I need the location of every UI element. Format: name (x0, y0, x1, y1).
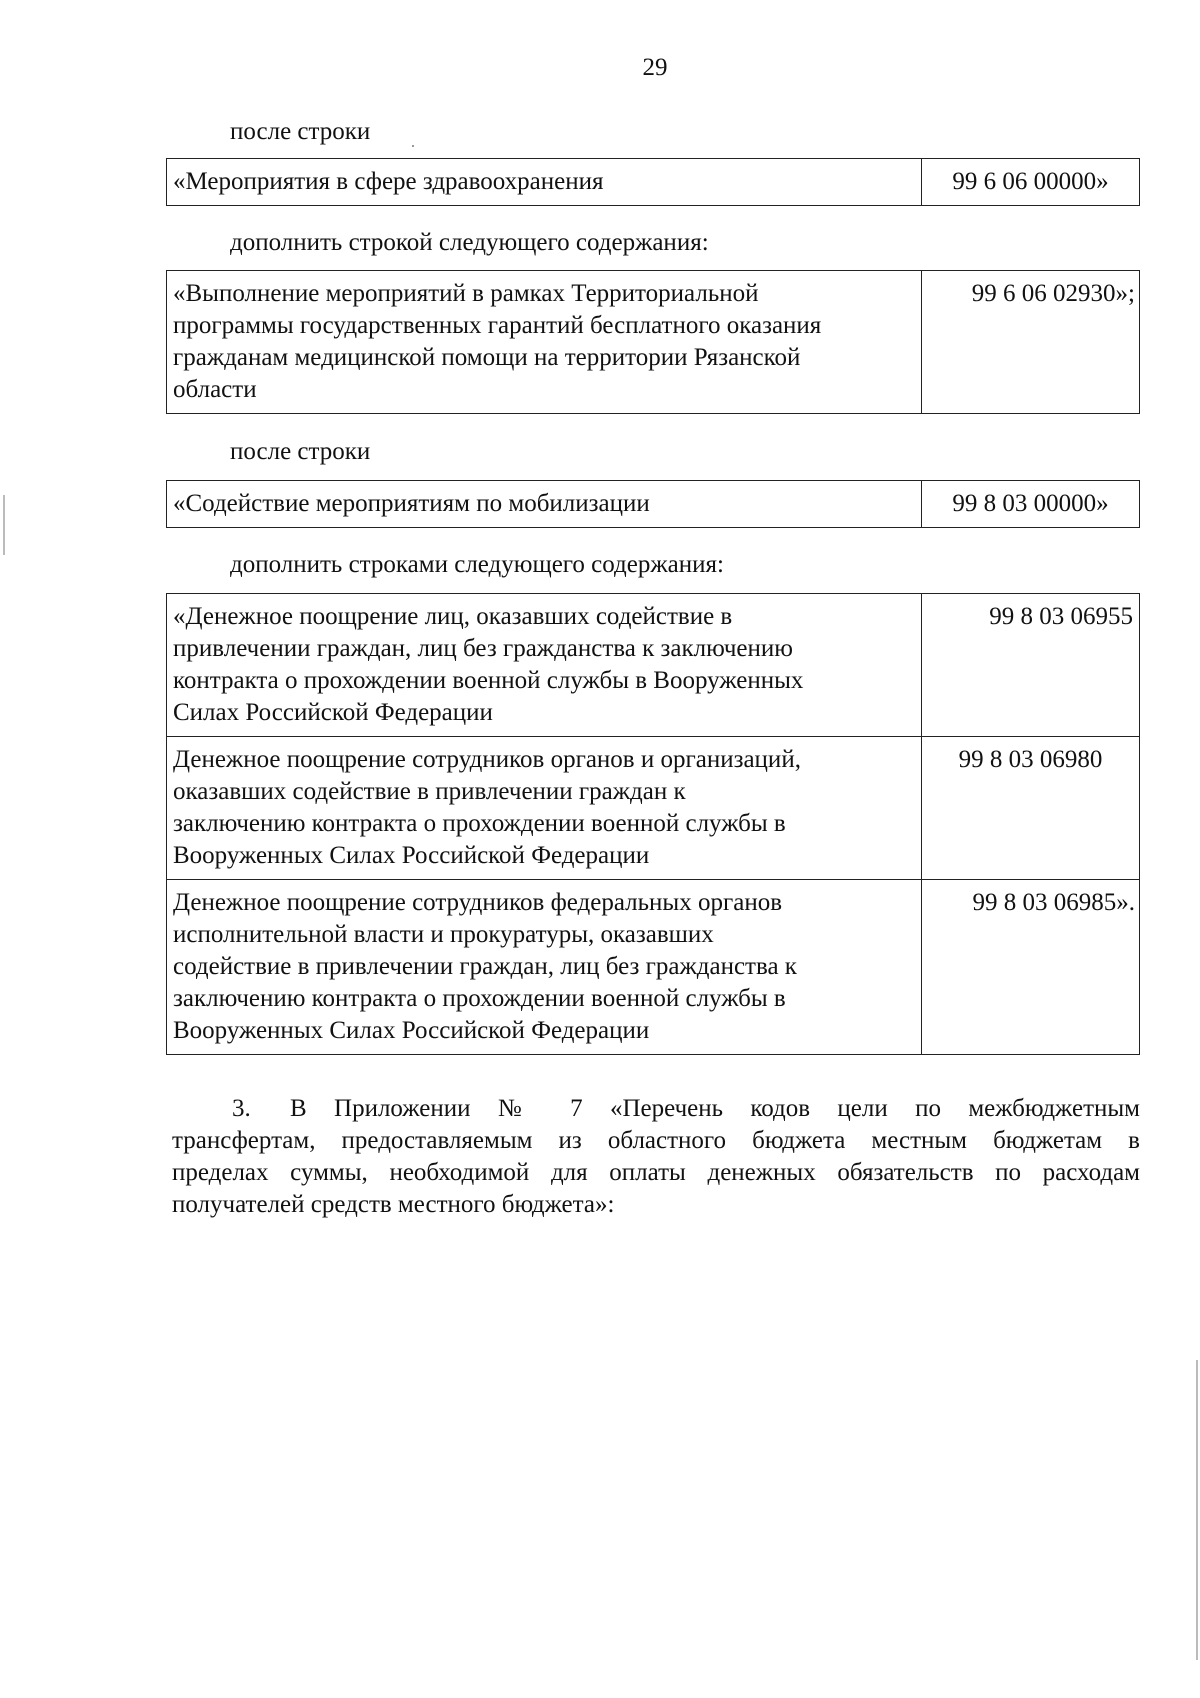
row-name-line: заключению контракта о прохождении военной службы в (173, 985, 786, 1012)
row-name-line: гражданам медицинской помощи на территории Рязанской (173, 344, 801, 371)
item-3-line: получателей средств местного бюджета»: (172, 1191, 615, 1218)
row-name-line: программы государственных гарантий бесплатного оказания (173, 312, 822, 339)
table-row (167, 481, 1140, 528)
row-name-line: «Выполнение мероприятий в рамках Территориальной (173, 280, 759, 307)
row-name-line: Денежное поощрение сотрудников органов и организаций, (173, 746, 801, 773)
row-code: 99 8 03 06980 (922, 737, 1140, 880)
row-name-line: исполнительной власти и прокуратуры, оказавших (173, 921, 714, 948)
table-row (167, 880, 1140, 1055)
row-name (167, 271, 922, 414)
row-name-line: Силах Российской Федерации (173, 699, 493, 726)
item-3-paragraph (172, 1093, 1140, 1221)
add-rows-label: дополнить строками следующего содержания: (230, 551, 724, 578)
table-territorial-program (166, 270, 1140, 414)
table-row (167, 737, 1140, 880)
row-name-line: Вооруженных Силах Российской Федерации (173, 1017, 650, 1044)
row-name-line: «Денежное поощрение лиц, оказавших содействие в (173, 603, 733, 630)
add-row-label: дополнить строкой следующего содержания: (230, 229, 709, 256)
row-code: 99 8 03 06985». (922, 880, 1140, 1055)
row-name (167, 737, 922, 880)
table-monetary-incentives (166, 593, 1140, 1055)
row-code: 99 8 03 06955 (922, 594, 1140, 737)
item-3-line: пределах суммы, необходимой для оплаты денежных обязательств по расходам (172, 1159, 1140, 1186)
table-row (167, 159, 1140, 206)
page-number: 29 (642, 54, 668, 81)
row-name-line: заключению контракта о прохождении военной службы в (173, 810, 786, 837)
row-name-line: привлечении граждан, лиц без гражданства к заключению (173, 635, 793, 662)
scan-edge-mark (3, 495, 5, 555)
after-row-label-2: после строки (230, 438, 371, 465)
row-name-line: области (173, 376, 257, 403)
row-code: 99 6 06 02930»; (922, 271, 1140, 414)
row-name-line: контракта о прохождении военной службы в Вооруженных (173, 667, 804, 694)
scan-edge-mark (1196, 1360, 1198, 1660)
item-3-first-text: В Приложении № 7 «Перечень кодов цели по межбюджетным (290, 1095, 1140, 1122)
table-row (167, 271, 1140, 414)
item-3-number: 3. (232, 1095, 251, 1122)
row-name (167, 880, 922, 1055)
table-row (167, 594, 1140, 737)
table-health-events (166, 158, 1140, 206)
row-name (167, 594, 922, 737)
row-name: «Мероприятия в сфере здравоохранения (167, 159, 922, 206)
row-code: 99 8 03 00000» (922, 481, 1140, 528)
row-name: «Содействие мероприятиям по мобилизации (167, 481, 922, 528)
row-code: 99 6 06 00000» (922, 159, 1140, 206)
item-3-line: трансфертам, предоставляемым из областного бюджета местным бюджетам в (172, 1127, 1140, 1154)
item-3-first-line (172, 1093, 1140, 1125)
row-name-line: Вооруженных Силах Российской Федерации (173, 842, 650, 869)
scan-speck (412, 145, 414, 147)
table-mobilization (166, 480, 1140, 528)
row-name-line: содействие в привлечении граждан, лиц без гражданства к (173, 953, 797, 980)
row-name-line: оказавших содействие в привлечении граждан к (173, 778, 686, 805)
row-name-line: Денежное поощрение сотрудников федеральных органов (173, 889, 782, 916)
after-row-label-1: после строки (230, 118, 371, 145)
